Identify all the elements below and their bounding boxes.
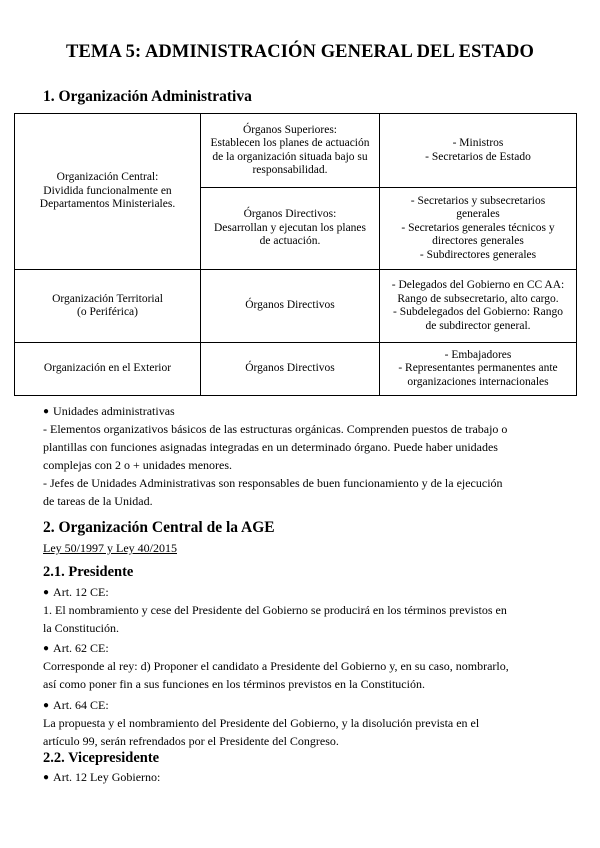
central-organization-cell: Organización Central: Dividida funcionalmente en Departamentos Ministeriales. [15,114,201,270]
superior-organs-cell: Órganos Superiores: Establecen los planes de actuación de la organización situada bajo su responsabilidad. [201,114,380,188]
territorial-organs-cell: Órganos Directivos [201,270,380,343]
units-text-line: plantillas con funciones asignadas integradas en un determinado órgano. Puede haber unidades [43,440,498,454]
table-row [15,114,577,188]
art62-bullet: ● Art. 62 CE: [43,639,563,659]
superior-organs-members-cell: - Ministros - Secretarios de Estado [380,114,577,188]
law-reference: Ley 50/1997 y Ley 40/2015 [43,541,177,555]
organization-table [14,113,577,396]
exterior-organization-cell: Organización en el Exterior [15,343,201,396]
subsection-president-heading: 2.1. Presidente [43,564,134,580]
art62-text-line: Corresponde al rey: d) Proponer el candidato a Presidente del Gobierno y, en su caso, nombrarlo, [43,659,509,673]
table-row [15,270,577,343]
art64-text-line: La propuesta y el nombramiento del Presidente del Gobierno, y la disolución prevista en el [43,716,480,730]
section-2-heading: 2. Organización Central de la AGE [43,519,275,536]
units-text-line: - Elementos organizativos básicos de las estructuras orgánicas. Comprenden puestos de trabajo o [43,422,508,436]
territorial-members-cell: - Delegados del Gobierno en CC AA: Rango de subsecretario, alto cargo. - Subdelegados del Gobierno: Rango de subdirector general. [380,270,577,343]
units-text-line: complejas con 2 o + unidades menores. [43,458,233,472]
art64-text-line: artículo 99, serán refrendados por el Presidente del Congreso. [43,734,339,748]
directive-organs-central-members-cell: - Secretarios y subsecretarios generales - Secretarios generales técnicos y directores generales - Subdirectores generales [380,188,577,270]
art12-text-line: 1. El nombramiento y cese del Presidente del Gobierno se producirá en los términos previstos en [43,603,507,617]
art64-bullet: ● Art. 64 CE: [43,696,563,716]
art12-ley-bullet: ● Art. 12 Ley Gobierno: [43,768,563,788]
units-text-line: de tareas de la Unidad. [43,494,153,508]
section-1-heading: 1. Organización Administrativa [43,88,252,105]
directive-organs-central-cell: Órganos Directivos: Desarrollan y ejecutan los planes de actuación. [201,188,380,270]
art62-text-line: así como poner fin a sus funciones en los términos previstos en la Constitución. [43,677,425,691]
exterior-organs-cell: Órganos Directivos [201,343,380,396]
exterior-members-cell: - Embajadores - Representantes permanentes ante organizaciones internacionales [380,343,577,396]
art12-bullet: ● Art. 12 CE: [43,583,563,603]
subsection-vicepresident-heading: 2.2. Vicepresidente [43,750,160,766]
table-row [15,343,577,396]
document-title: TEMA 5: ADMINISTRACIÓN GENERAL DEL ESTADO [66,42,534,62]
units-text-line: - Jefes de Unidades Administrativas son responsables de buen funcionamiento y de la ejecución [43,476,503,490]
territorial-organization-cell: Organización Territorial (o Periférica) [15,270,201,343]
art12-text-line: la Constitución. [43,621,119,635]
units-bullet: ● Unidades administrativas [43,402,563,422]
